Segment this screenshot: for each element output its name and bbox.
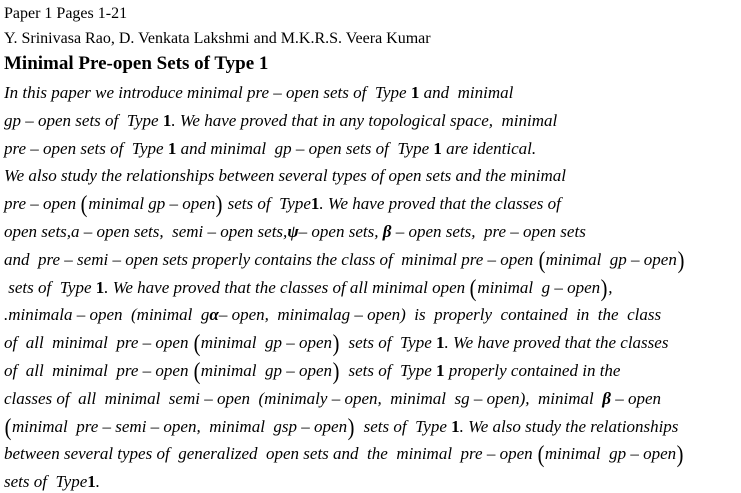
abstract-line: sets of Type 1. We have proved that the classes of all minimal open (minimal g – open),	[4, 275, 613, 302]
paper-title: Minimal Pre-open Sets of Type 1	[4, 53, 269, 74]
text-segment: We also study the relationships between several types of open sets and the minimal	[4, 166, 567, 186]
paper-pages-line: Paper 1 Pages 1-21	[4, 5, 128, 22]
text-segment: are identical.	[441, 138, 537, 158]
text-segment: sets of Type	[355, 416, 452, 436]
greek-symbol: β	[602, 388, 611, 408]
abstract-line	[4, 79, 739, 107]
text-segment: of all minimal pre – open	[4, 360, 193, 380]
text-segment: of all minimal pre – open	[4, 333, 193, 353]
text-segment: – open	[610, 388, 662, 408]
abstract-line: and pre – semi – open sets properly contains the class of minimal pre – open (minimal gp – open)	[4, 247, 685, 274]
bold-number: 1	[162, 110, 172, 130]
bold-number: 1	[310, 194, 320, 214]
text-segment: and minimal gp – open sets of Type	[176, 138, 434, 158]
text-segment: In this paper we introduce minimal pre – open sets of Type	[4, 83, 411, 102]
text-segment: classes of all minimal semi – open (minimaly – open, minimal sg – open), minimal	[4, 388, 603, 408]
bold-number: 1	[436, 333, 445, 353]
abstract-line	[4, 385, 739, 413]
bold-number: 1	[95, 277, 105, 297]
text-segment: minimal pre – semi – open, minimal gsp – open	[12, 416, 348, 436]
abstract-text	[4, 79, 739, 493]
authors-line: Y. Srinivasa Rao, D. Venkata Lakshmi and M.K.R.S. Veera Kumar	[4, 30, 431, 47]
abstract-line: between several types of generalized open sets and the minimal pre – open (minimal gp – open)	[4, 442, 684, 469]
text-segment: minimal g – open	[477, 277, 601, 297]
text-segment: . We have proved that the classes of	[319, 194, 561, 214]
abstract-line	[4, 301, 739, 329]
text-segment: ,	[608, 277, 613, 297]
text-segment: minimal gp – open	[88, 194, 216, 214]
text-segment: pre – open	[4, 194, 81, 214]
bold-number: 1	[167, 138, 177, 158]
abstract-line: (minimal pre – semi – open, minimal gsp – open) sets of Type 1. We also study the relationships	[4, 414, 679, 441]
greek-symbol: ψ	[287, 221, 299, 241]
text-segment: – open, minimalag – open) is properly contained in the class	[218, 305, 662, 325]
text-segment: gp – open sets of Type	[4, 110, 163, 130]
bold-number: 1	[451, 416, 460, 436]
bold-number: 1	[410, 83, 420, 102]
bold-number: 1	[87, 472, 96, 492]
text-segment: and minimal	[419, 83, 514, 102]
abstract-line	[4, 135, 739, 163]
text-segment: minimal gp – open	[545, 249, 677, 269]
greek-symbol: β	[382, 221, 392, 241]
abstract-line	[4, 468, 739, 493]
abstract-line: of all minimal pre – open (minimal gp – open) sets of Type 1. We have proved that the classes	[4, 331, 669, 358]
text-segment: sets of Type	[340, 333, 437, 353]
text-segment: sets of Type	[4, 472, 88, 492]
text-segment: properly contained in the	[444, 360, 621, 380]
text-segment: .minimala – open (minimal g	[4, 305, 210, 325]
text-segment: open sets,a – open sets, semi – open sets,	[4, 221, 288, 241]
text-segment: minimal gp – open	[200, 360, 332, 380]
abstract-line: pre – open (minimal gp – open) sets of Type1. We have proved that the classes of	[4, 192, 561, 219]
abstract-line: of all minimal pre – open (minimal gp – open) sets of Type 1 properly contained in the	[4, 358, 621, 385]
text-segment: . We have proved that in any topological space, minimal	[171, 110, 558, 130]
text-segment: sets of Type	[4, 277, 96, 297]
text-segment: minimal gp – open	[544, 444, 677, 464]
text-segment: . We have proved that the classes	[444, 333, 669, 353]
text-segment: pre – open sets of Type	[4, 138, 168, 158]
greek-symbol: α	[209, 305, 219, 325]
text-segment: – open sets, pre – open sets	[391, 221, 586, 241]
text-segment: – open sets,	[298, 221, 383, 241]
text-segment: . We also study the relationships	[459, 416, 679, 436]
abstract-line	[4, 107, 739, 135]
text-segment: and pre – semi – open sets properly contains the class of minimal pre – open	[4, 249, 538, 269]
text-segment: sets of Type	[223, 194, 311, 214]
abstract-line	[4, 218, 739, 246]
text-segment: between several types of generalized open sets and the minimal pre – open	[4, 444, 537, 464]
text-segment: .	[95, 472, 101, 492]
text-segment: . We have proved that the classes of all minimal open	[104, 277, 470, 297]
text-segment: sets of Type	[340, 360, 437, 380]
bold-number: 1	[433, 138, 442, 158]
text-segment: minimal gp – open	[200, 333, 332, 353]
bold-number: 1	[436, 360, 445, 380]
abstract-line	[4, 162, 739, 190]
